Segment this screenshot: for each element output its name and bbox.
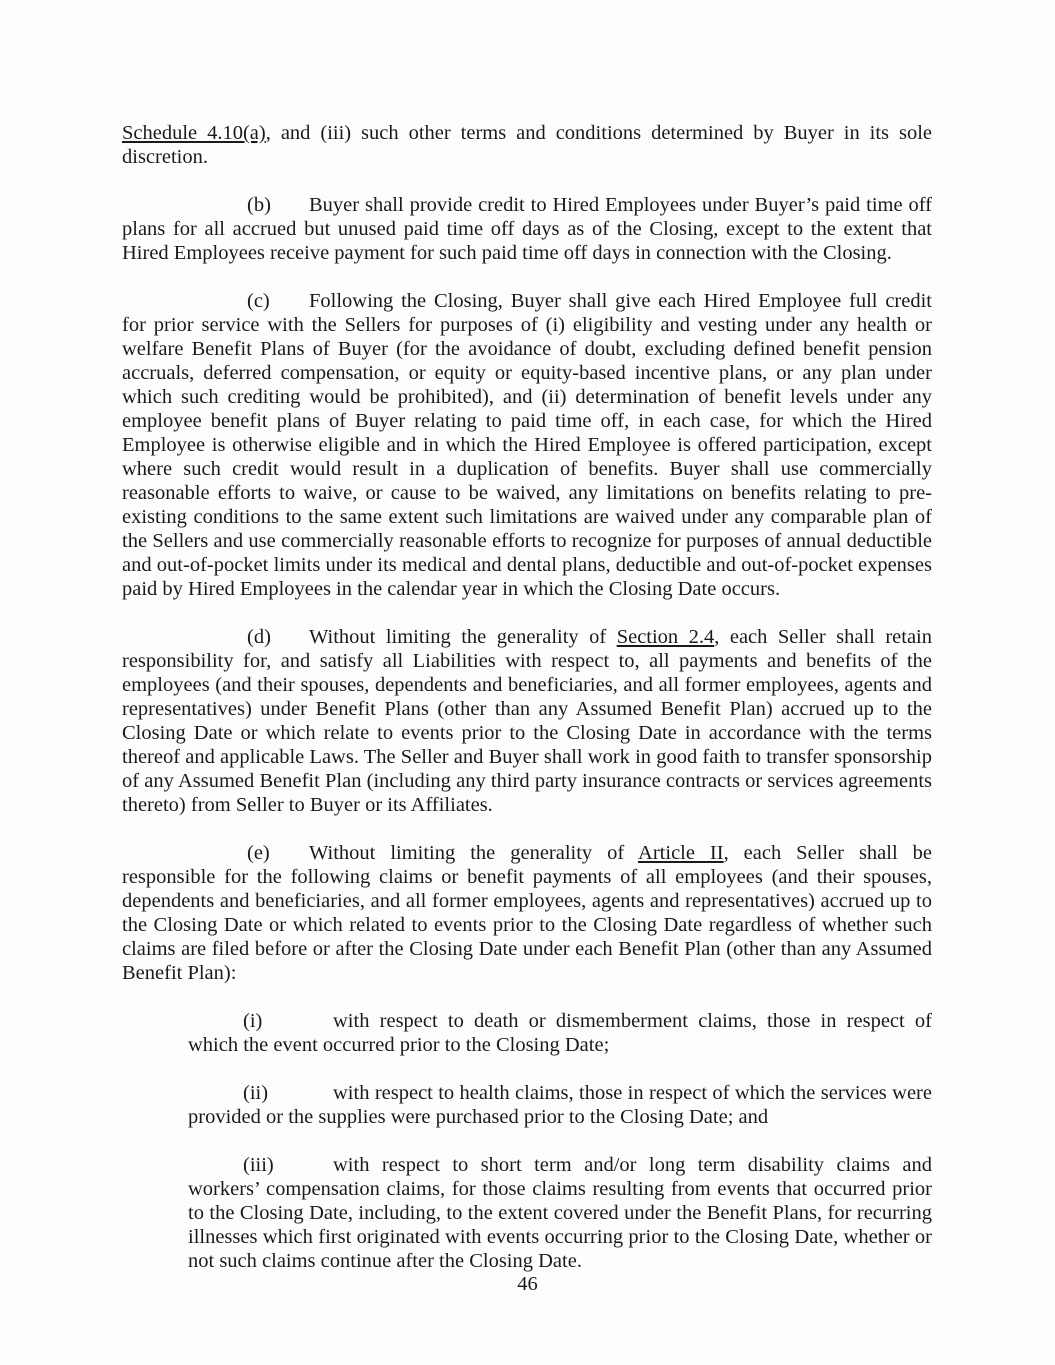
- paragraph-e: [122, 841, 932, 985]
- paragraph-ii: [188, 1081, 932, 1129]
- paragraph-label: (ii): [243, 1082, 269, 1104]
- paragraph-text: with respect to health claims, those in respect of which the services were provided or the supplies were purchased prior to the Closing Date; and: [188, 1082, 932, 1128]
- page-body: [122, 121, 932, 1273]
- page-footer: [0, 1272, 1055, 1296]
- paragraph-text: , and (iii) such other terms and conditions determined by Buyer in its sole discretion.: [122, 122, 932, 168]
- paragraph-c: [122, 289, 932, 601]
- paragraph-iii: [188, 1153, 932, 1273]
- cross-reference: Article II: [638, 842, 724, 864]
- paragraph-text: Without limiting the generality of: [309, 626, 617, 648]
- paragraph-label: (e): [247, 842, 270, 864]
- paragraph-label: (b): [247, 194, 271, 216]
- paragraph-label: (i): [243, 1010, 263, 1032]
- paragraph-text: with respect to death or dismemberment claims, those in respect of which the event occurred prior to the Closing Date;: [188, 1010, 932, 1056]
- paragraph-text: Following the Closing, Buyer shall give each Hired Employee full credit for prior service with the Sellers for purposes of (i) eligibility and vesting under any health or welfare Benefit Plans of Buyer (for the avoidance of doubt, excluding defined benefit pension accruals, deferred compensation, or equity or equity-based incentive plans, or any plan under which such crediting would be prohibited), and (ii) determination of benefit levels under any employee benefit plans of Buyer relating to paid time off, in each case, for which the Hired Employee is otherwise eligible and in which the Hired Employee is offered participation, except where such credit would result in a duplication of benefits. Buyer shall use commercially reasonable efforts to waive, or cause to be waived, any limitations on benefits relating to pre-existing conditions to the same extent such limitations are waived under any comparable plan of the Sellers and use commercially reasonable efforts to recognize for purposes of annual deductible and out-of-pocket limits under its medical and dental plans, deductible and out-of-pocket expenses paid by Hired Employees in the calendar year in which the Closing Date occurs.: [122, 290, 932, 600]
- paragraph-label: (iii): [243, 1154, 274, 1176]
- paragraph-text: , each Seller shall be responsible for the following claims or benefit payments of all employees (and their spouses, dependents and beneficiaries, and all former employees, agents and representatives) accrued up to the Closing Date or which related to events prior to the Closing Date regardless of whether such claims are filed before or after the Closing Date under each Benefit Plan (other than any Assumed Benefit Plan):: [122, 842, 932, 984]
- cross-reference: Schedule 4.10(a): [122, 122, 266, 144]
- paragraph-text: Without limiting the generality of: [309, 842, 639, 864]
- paragraph-label: (d): [247, 626, 271, 648]
- paragraph-text: Buyer shall provide credit to Hired Employees under Buyer’s paid time off plans for all accrued but unused paid time off days as of the Closing, except to the extent that Hired Employees receive payment for such paid time off days in connection with the Closing.: [122, 194, 932, 264]
- paragraph-label: (c): [247, 290, 270, 312]
- page-number: 46: [517, 1273, 538, 1295]
- paragraph-i: [188, 1009, 932, 1057]
- cross-reference: Section 2.4: [616, 626, 715, 648]
- paragraph-continuation: [122, 121, 932, 169]
- paragraph-d: [122, 625, 932, 817]
- paragraph-text: with respect to short term and/or long term disability claims and workers’ compensation claims, for those claims resulting from events that occurred prior to the Closing Date, including, to the extent covered under the Benefit Plans, for recurring illnesses which first originated with events occurring prior to the Closing Date, whether or not such claims continue after the Closing Date.: [188, 1154, 932, 1272]
- paragraph-b: [122, 193, 932, 265]
- paragraph-text: , each Seller shall retain responsibility for, and satisfy all Liabilities with respect to, all payments and benefits of the employees (and their spouses, dependents and beneficiaries, and all former employees, agents and representatives) under Benefit Plans (other than any Assumed Benefit Plan) accrued up to the Closing Date or which relate to events prior to the Closing Date in accordance with the terms thereof and applicable Laws. The Seller and Buyer shall work in good faith to transfer sponsorship of any Assumed Benefit Plan (including any third party insurance contracts or services agreements thereto) from Seller to Buyer or its Affiliates.: [122, 626, 932, 816]
